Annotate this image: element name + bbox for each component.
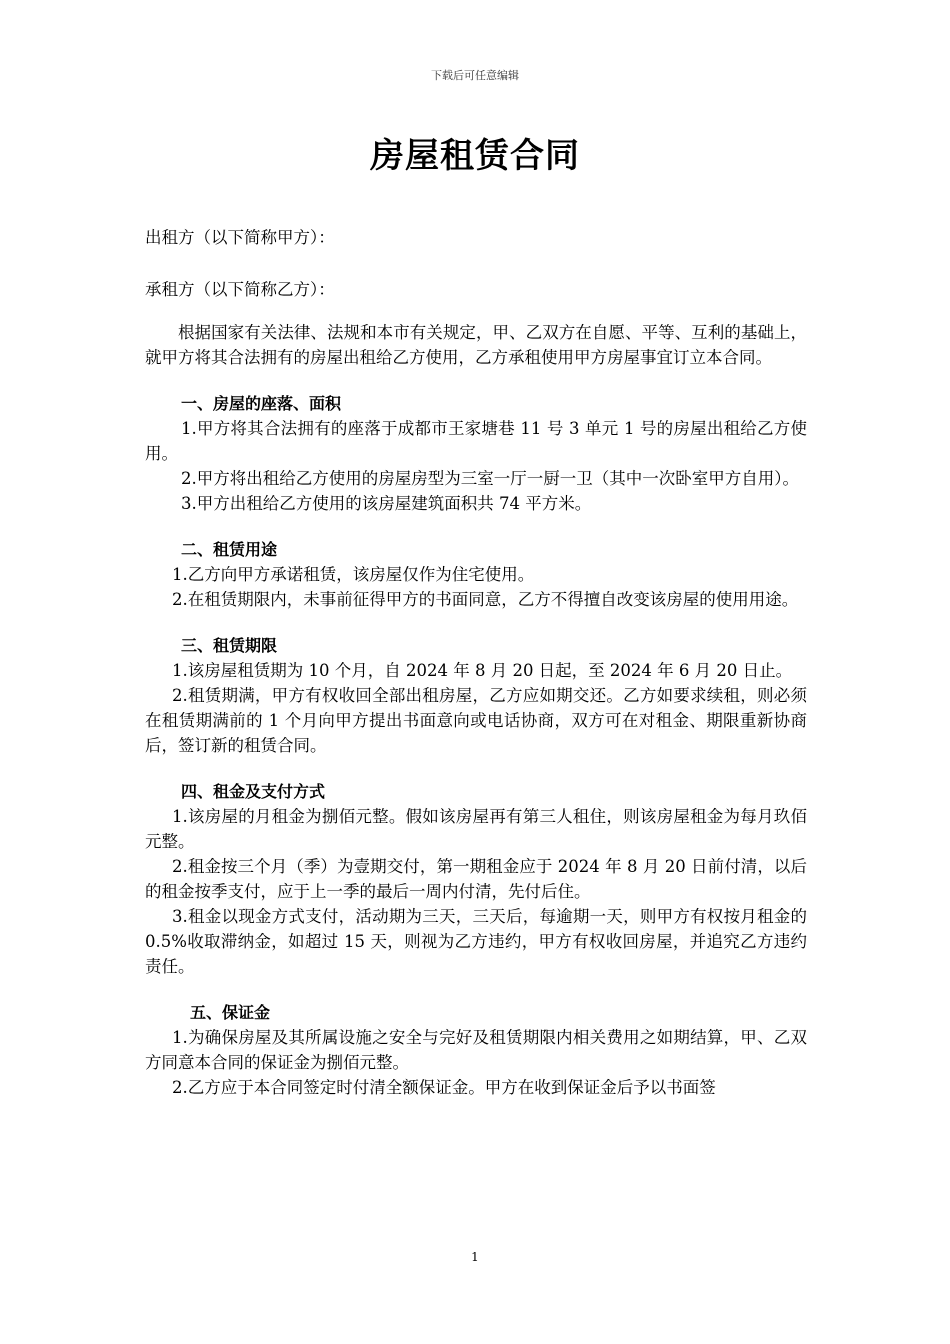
section-premises	[145, 391, 807, 516]
section-title: 二、租赁用途	[181, 540, 278, 559]
clause: 2.租金按三个月（季）为壹期交付，第一期租金应于 2024 年 8 月 20 日前付清，以后的租金按季支付，应于上一季的最后一周内付清，先付后住。	[145, 857, 807, 901]
clause: 1.乙方向甲方承诺租赁，该房屋仅作为住宅使用。	[172, 565, 535, 584]
header-note: 下载后可任意编辑	[431, 69, 519, 82]
clause: 1.该房屋租赁期为 10 个月，自 2024 年 8 月 20 日起，至 2024 年 6 月 20 日止。	[172, 661, 793, 680]
page-number: 1	[471, 1250, 479, 1264]
clause: 1.该房屋的月租金为捌佰元整。假如该房屋再有第三人租住，则该房屋租金为每月玖佰元整。	[145, 807, 807, 851]
clause: 2.租赁期满，甲方有权收回全部出租房屋，乙方应如期交还。乙方如要求续租，则必须在租赁期满前的 1 个月向甲方提出书面意向或电话协商，双方可在对租金、期限重新协商后，签订新的租赁合同。	[145, 686, 807, 755]
clause: 2.在租赁期限内，未事前征得甲方的书面同意，乙方不得擅自改变该房屋的使用用途。	[172, 590, 799, 609]
clause: 3.甲方出租给乙方使用的该房屋建筑面积共 74 平方米。	[181, 494, 592, 513]
section-usage	[145, 537, 807, 612]
section-title: 四、租金及支付方式	[181, 782, 326, 801]
section-rent-payment	[145, 779, 807, 979]
section-title: 五、保证金	[190, 1003, 271, 1022]
clause: 1.甲方将其合法拥有的座落于成都市王家塘巷 11 号 3 单元 1 号的房屋出租给乙方使用。	[145, 419, 807, 463]
lessee-line: 承租方（以下简称乙方）：	[145, 280, 335, 299]
clause: 2.甲方将出租给乙方使用的房屋房型为三室一厅一厨一卫（其中一次卧室甲方自用）。	[181, 469, 799, 488]
section-deposit	[145, 1000, 807, 1100]
section-title: 一、房屋的座落、面积	[181, 394, 342, 413]
clause: 2.乙方应于本合同签定时付清全额保证金。甲方在收到保证金后予以书面签	[172, 1078, 716, 1097]
section-title: 三、租赁期限	[181, 636, 278, 655]
section-term	[145, 633, 807, 758]
clause: 1.为确保房屋及其所属设施之安全与完好及租赁期限内相关费用之如期结算，甲、乙双方同意本合同的保证金为捌佰元整。	[145, 1028, 807, 1072]
document-body	[145, 225, 807, 1100]
intro-paragraph: 根据国家有关法律、法规和本市有关规定，甲、乙双方在自愿、平等、互利的基础上，就甲方将其合法拥有的房屋出租给乙方使用，乙方承租使用甲方房屋事宜订立本合同。	[145, 323, 807, 367]
clause: 3.租金以现金方式支付，活动期为三天，三天后，每逾期一天，则甲方有权按月租金的 0.5%收取滞纳金，如超过 15 天，则视为乙方违约，甲方有权收回房屋，并追究乙方违约责任。	[145, 907, 807, 976]
lessor-line: 出租方（以下简称甲方）：	[145, 228, 335, 247]
document-title: 房屋租赁合同	[370, 136, 580, 176]
